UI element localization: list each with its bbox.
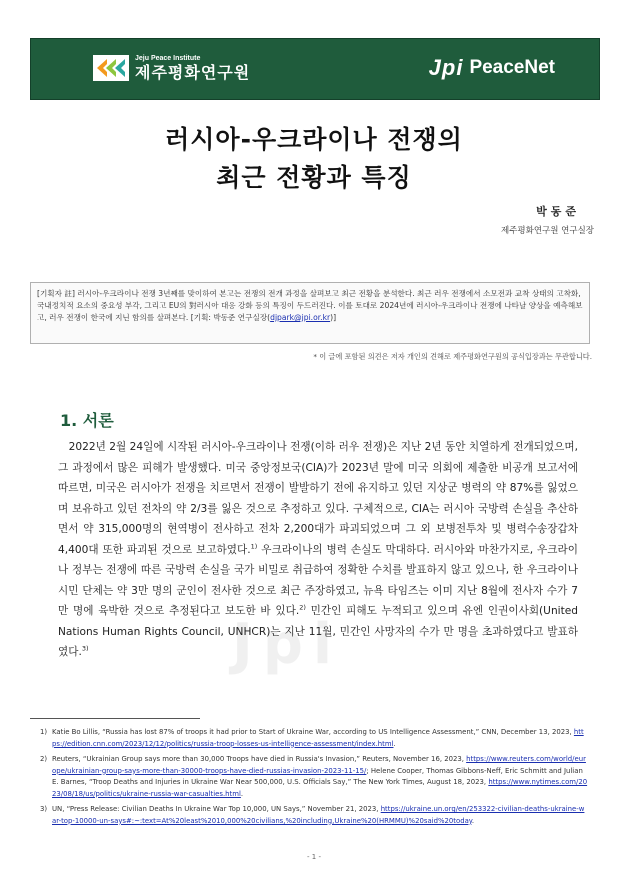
section-heading: 1. 서론 <box>60 411 114 430</box>
footnote-body <box>52 804 588 827</box>
summary-contact-prefix: [기획: 박동준 연구실장( <box>190 313 271 322</box>
footnote-link[interactable]: https://ukraine.un.org/en/253322-civilian-deaths-ukraine-war-top-10000-un-says#:~:text=At%20least%2010,000%20civilians,%20including,Ukraine%20(HRMMU)%20said%20today <box>52 805 585 825</box>
logo-title: 제주평화연구원 <box>135 63 251 82</box>
jpi-wordmark: Jpi <box>428 55 464 80</box>
footnote-number: 1) <box>40 728 48 736</box>
footnote-tail: . <box>471 816 475 825</box>
footnote-divider <box>30 718 200 719</box>
header-banner <box>30 38 600 100</box>
body-paragraph <box>58 437 578 663</box>
jpi-emblem-icon <box>93 55 129 81</box>
document-title-line1: 러시아-우크라이나 전쟁의 <box>165 125 463 154</box>
body-text-part2: 우크라이나의 병력 손실도 막대하다. 러시아와 마찬가지로, 우크라이나 정부는 전쟁에 따른 국방력 손실을 국가 비밀로 취급하여 정확한 수치를 발표하지 않고 있으나, 한 우크라이나 시민 단체는 약 3만 명의 군인이 전사한 것으로 최근 주장하였고, 뉴욕 타임즈는 이미 지난 8월에 전사자 수가 7만 명에 육박한 것으로 추정된다고 보도한 바 있다. <box>58 543 578 617</box>
footnote-link[interactable]: https://edition.cnn.com/2023/12/12/politics/russia-troop-losses-us-intelligence-assessment/index.html <box>52 728 584 748</box>
footnote-1 <box>40 727 588 750</box>
page-number: - 1 - <box>307 853 321 861</box>
body-text-part3: 민간인 피해도 누적되고 있으며 유엔 인권이사회(United Nations Human Rights Council, UNHCR)는 지난 11월, 민간인 사망자의 수가 만 명을 초과하였다고 발표하였다. <box>58 605 578 658</box>
footnote-body <box>52 754 588 800</box>
footnote-ref-1[interactable]: 1) <box>250 541 258 550</box>
footnotes <box>40 727 588 831</box>
footnote-link[interactable]: https://www.reuters.com/world/europe/ukrainian-group-says-more-than-30000-troops-have-died-russias-invasion-2023-11-15/ <box>52 755 586 775</box>
disclaimer-note: * 이 글에 포함된 의견은 저자 개인의 견해로 제주평화연구원의 공식입장과는 무관합니다. <box>313 352 592 361</box>
footnote-body <box>52 727 588 750</box>
body-text-part1: 2022년 2월 24일에 시작된 러시아-우크라이나 전쟁(이하 러우 전쟁)은 지난 2년 동안 치열하게 전개되었으며, 그 과정에서 많은 피해가 발생했다. 미국 중앙정보국(CIA)가 2023년 말에 미국 의회에 제출한 비공개 보고서에 따르면, 미국은 러시아가 전쟁을 치르면서 전쟁이 발발하기 전에 유지하고 있던 지상군 병력의 약 87%를 잃었으며 보유하고 있던 전차의 약 2/3를 잃은 것으로 추정하고 있다. 구체적으로, CIA는 러시아 국방력 손실을 추산하면서 약 315,000명의 현역병이 전사하고 전차 2,200대가 파괴되었으며 그 외 보병전투차 및 병력수송장갑차 4,400대 또한 파괴된 것으로 보고하였다. <box>58 441 578 556</box>
footnote-tail: . <box>393 739 396 748</box>
footnote-tail-2: . <box>240 789 244 798</box>
peacenet-wordmark: PeaceNet <box>469 57 555 78</box>
footnote-link-2[interactable]: https://www.nytimes.com/2023/08/18/us/politics/ukraine-russia-war-casualties.html <box>52 778 588 798</box>
summary-contact-suffix: )] <box>330 313 337 322</box>
footnote-number: 3) <box>40 805 48 813</box>
author-affiliation: 제주평화연구원 연구실장 <box>500 226 594 236</box>
footnote-tail: ; Helene Cooper, Thomas Gibbons-Neff, Eric Schmitt and Julian E. Barnes, “Troop Deaths and Injuries in Ukraine War Near 500,000, U.S. Officials Say,” The New York Times, August 18, 2023, <box>52 766 583 786</box>
editor-summary-box <box>30 282 590 344</box>
jeju-peace-institute-logo[interactable] <box>93 54 250 82</box>
footnote-text: Reuters, “Ukrainian Group says more than 30,000 Troops have died in Russia's Invasion,” Reuters, November 16, 2023, <box>52 755 464 763</box>
contact-email-link[interactable]: djpark@jpi.or.kr <box>270 313 331 322</box>
author-name: 박동준 <box>536 205 580 218</box>
jpi-watermark: Jpi <box>232 612 343 677</box>
logo-subtitle: Jeju Peace Institute <box>135 55 201 62</box>
summary-text: [기획자 註] 러시아-우크라이나 전쟁 3년째를 맞이하여 본고는 전쟁의 전개 과정을 살펴보고 최근 전황을 분석한다. 최근 러우 전쟁에서 소모전과 교착 상태의 고착화, 국내정치적 요소의 중요성 부각, 그리고 EU의 對러시아 대응 강화 등의 특징이 두드러진다. 이를 토대로 2024년에 러시아-우크라이나 전쟁에 나타날 양상을 예측해보고, 러우 전쟁이 한국에 지닌 함의를 살펴본다. <box>37 289 583 322</box>
footnote-ref-3[interactable]: 3) <box>81 644 89 653</box>
footnote-text: Katie Bo Lillis, “Russia has lost 87% of troops it had prior to Start of Ukraine War, according to US Intelligence Assessment,” CNN, December 13, 2023, <box>52 728 572 736</box>
document-title-line2: 최근 전황과 특징 <box>216 163 412 192</box>
footnote-2 <box>40 754 588 800</box>
footnote-3 <box>40 804 588 827</box>
footnote-text: UN, “Press Release: Civilian Deaths In Ukraine War Top 10,000, UN Says,” November 21, 2023, <box>52 805 379 813</box>
peacenet-logo[interactable] <box>429 55 555 81</box>
footnote-number: 2) <box>40 755 48 763</box>
footnote-ref-2[interactable]: 2) <box>299 603 306 612</box>
